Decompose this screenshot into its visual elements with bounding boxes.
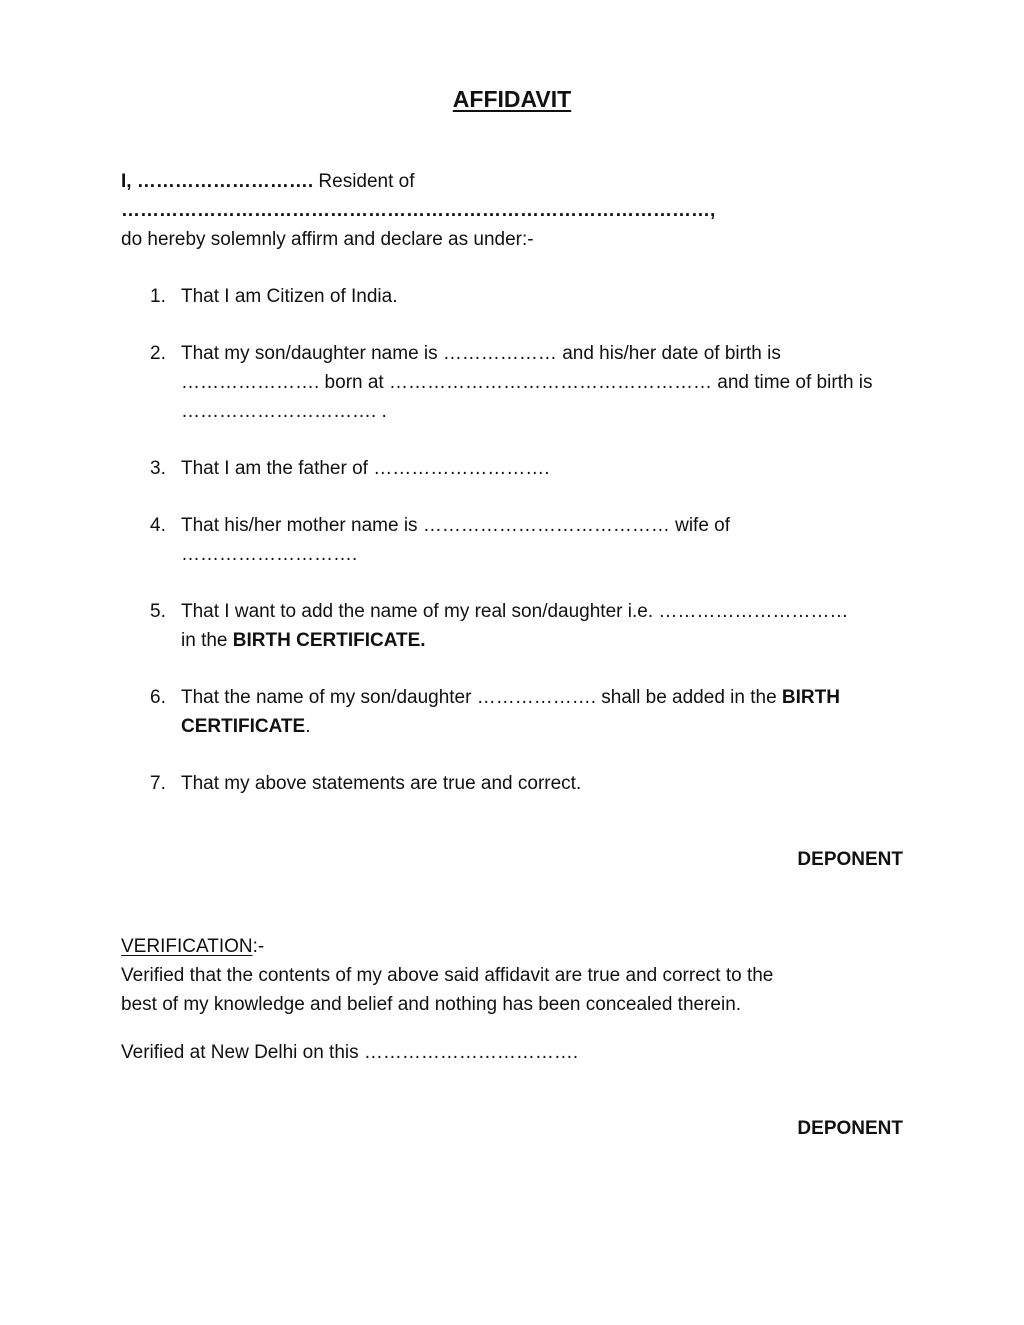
intro-resident-label: Resident of [318,171,415,192]
list-item-line: ………………………. [181,544,358,565]
list-item-line [181,683,921,712]
verification-title: VERIFICATION [121,936,253,957]
list-item-line: …………………………. . [181,401,387,422]
list-item-text [181,597,921,655]
list-item-fragment: That the name of my son/daughter ………………. shall be added in the [181,687,782,708]
intro-line-1 [121,167,415,196]
verification-heading [121,932,264,961]
list-item-line [181,712,921,741]
birth-label: BIRTH [781,687,840,708]
list-item-text: That my above statements are true and correct. [181,773,582,794]
list-item-text [181,339,921,426]
intro-declaration: do hereby solemnly affirm and declare as under:- [121,229,534,250]
list-item-fragment: in the [181,630,233,651]
verification-title-suffix: :- [252,936,265,957]
list-item-line [181,626,921,655]
list-item-number: 2. [150,343,166,364]
birth-certificate-label: BIRTH CERTIFICATE. [232,630,426,651]
document-title: AFFIDAVIT [452,86,572,112]
verification-line-1: Verified that the contents of my above said affidavit are true and correct to the [121,965,774,986]
list-item-number: 5. [150,601,166,622]
list-item-line: …………………. born at …………………………………………… and time of birth is [181,372,873,393]
list-item-text: That I am Citizen of India. [181,286,398,307]
list-item-number: 7. [150,773,166,794]
deponent-signature-label: DEPONENT [797,849,903,870]
list-item-line: That his/her mother name is ………………………………… wife of [181,515,731,536]
certificate-label: CERTIFICATE [181,716,306,737]
intro-address-blank: …………………………………………………………………………………, [121,200,716,221]
intro-name-blank: I, ………………………. [121,171,319,192]
list-item-line: That my son/daughter name is ……………… and his/her date of birth is [181,343,781,364]
list-item-text [181,683,921,741]
list-item-fragment: . [305,716,311,737]
list-item-number: 4. [150,515,166,536]
list-item-text [181,511,921,569]
list-item-text: That I am the father of ………………………. [181,458,550,479]
verified-at-line: Verified at New Delhi on this ……………………………. [121,1042,579,1063]
deponent-signature-label-2: DEPONENT [797,1118,903,1139]
verification-line-2: best of my knowledge and belief and nothing has been concealed therein. [121,994,742,1015]
list-item-number: 6. [150,687,166,708]
list-item-number: 3. [150,458,166,479]
list-item-line: That I want to add the name of my real son/daughter i.e. ………………………… [181,601,849,622]
list-item-number: 1. [150,286,166,307]
